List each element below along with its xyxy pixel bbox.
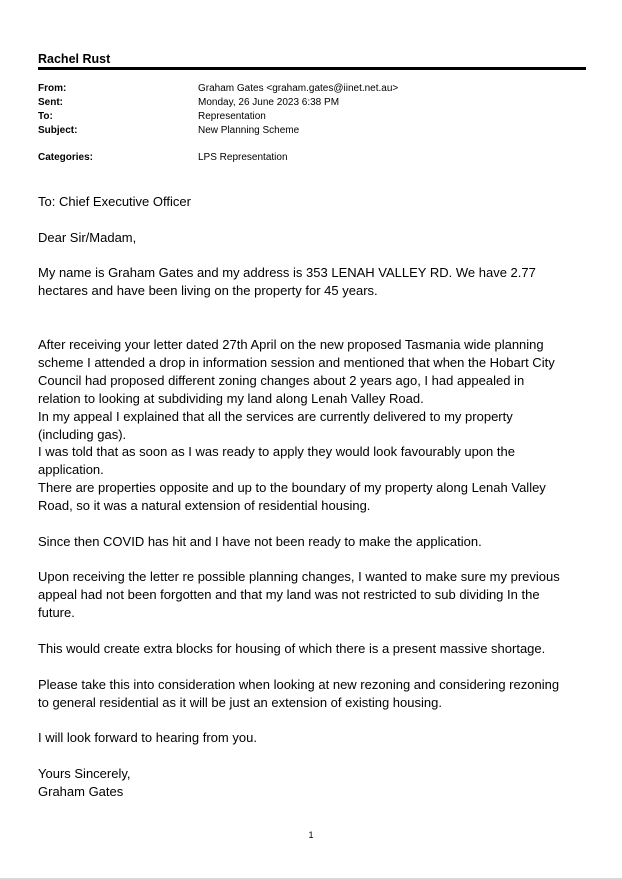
from-label: From: bbox=[38, 83, 67, 94]
to-line: To: Chief Executive Officer bbox=[38, 194, 191, 209]
main-line: (including gas). bbox=[38, 426, 127, 442]
sent-label: Sent: bbox=[38, 97, 63, 108]
blocks-paragraph: This would create extra blocks for housing of which there is a present massive shortage. bbox=[38, 641, 546, 656]
main-line: Road, so it was a natural extension of residential housing. bbox=[38, 498, 371, 514]
upon-line: Upon receiving the letter re possible planning changes, I wanted to make sure my previous bbox=[38, 569, 560, 584]
main-line: relation to looking at subdividing my land along Lenah Valley Road. bbox=[38, 390, 424, 406]
subject-label: Subject: bbox=[38, 125, 78, 136]
header-divider bbox=[38, 67, 586, 70]
to-label: To: bbox=[38, 111, 53, 122]
main-line: I was told that as soon as I was ready to apply they would look favourably upon the bbox=[38, 444, 515, 460]
closing: Yours Sincerely, bbox=[38, 766, 131, 781]
mailbox-owner-name: Rachel Rust bbox=[38, 52, 111, 66]
from-value: Graham Gates <graham.gates@iinet.net.au> bbox=[198, 83, 399, 94]
consider-line: to general residential as it will be just an extension of existing housing. bbox=[38, 694, 442, 710]
forward-paragraph: I will look forward to hearing from you. bbox=[38, 730, 257, 745]
upon-paragraph bbox=[38, 568, 588, 622]
categories-value: LPS Representation bbox=[198, 152, 288, 163]
intro-line: hectares and have been living on the property for 45 years. bbox=[38, 282, 378, 298]
consider-line: Please take this into consideration when looking at new rezoning and considering rezoning bbox=[38, 677, 560, 692]
categories-label: Categories: bbox=[38, 152, 94, 163]
main-paragraph bbox=[38, 336, 588, 515]
intro-paragraph bbox=[38, 264, 588, 300]
sent-value: Monday, 26 June 2023 6:38 PM bbox=[198, 97, 340, 108]
page-number: 1 bbox=[308, 830, 314, 840]
main-line: application. bbox=[38, 462, 104, 478]
main-line: After receiving your letter dated 27th April on the new proposed Tasmania wide planning bbox=[38, 337, 544, 352]
consider-paragraph bbox=[38, 676, 588, 712]
signature: Graham Gates bbox=[38, 784, 124, 799]
main-line: scheme I attended a drop in information session and mentioned that when the Hobart City bbox=[38, 354, 555, 370]
upon-line: appeal had not been forgotten and that my land was not restricted to sub dividing In the bbox=[38, 586, 540, 602]
main-line: There are properties opposite and up to the boundary of my property along Lenah Valley bbox=[38, 480, 546, 496]
main-line: In my appeal I explained that all the services are currently delivered to my property bbox=[38, 408, 513, 424]
covid-paragraph: Since then COVID has hit and I have not been ready to make the application. bbox=[38, 534, 482, 549]
salutation: Dear Sir/Madam, bbox=[38, 230, 137, 245]
main-line: Council had proposed different zoning changes about 2 years ago, I had appealed in bbox=[38, 372, 525, 388]
to-value: Representation bbox=[198, 111, 266, 122]
upon-line: future. bbox=[38, 604, 75, 620]
intro-line: My name is Graham Gates and my address is 353 LENAH VALLEY RD. We have 2.77 bbox=[38, 265, 536, 280]
subject-value: New Planning Scheme bbox=[198, 125, 300, 136]
